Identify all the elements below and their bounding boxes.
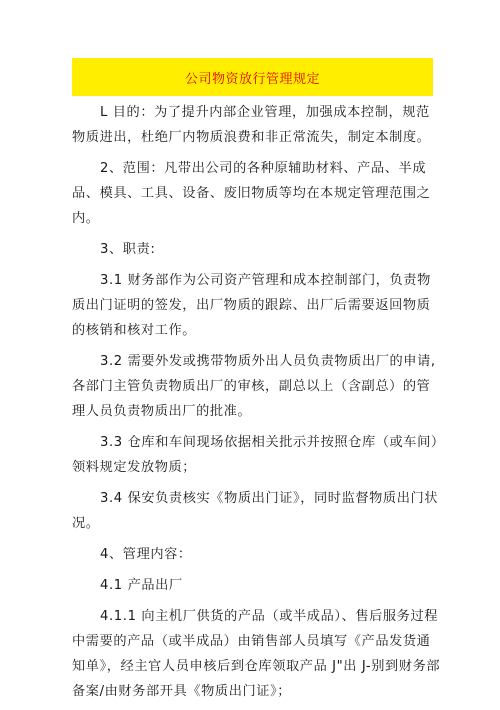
- title-banner: [72, 58, 433, 96]
- paragraph-3-3: 3.3 仓库和车间现场依据相关批示并按照仓库（或车间）领料规定发放物质；: [72, 435, 439, 475]
- document-body: [72, 100, 442, 710]
- paragraph-3-1: 3.1 财务部作为公司资产管理和成本控制部门，负责物质出门证明的签发，出厂物质的跟踪、出厂后需要返回物质的核销和核对工作。: [72, 273, 431, 338]
- paragraph-scope: 2、范围：凡带出公司的各种原辅助材料、产品、半成品、模具、工具、设备、废旧物质等均在本规定管理范围之内。: [72, 161, 431, 226]
- document-title: 公司物资放行管理规定: [184, 71, 320, 87]
- paragraph-3-2: 3.2 需要外发或携带物质外出人员负责物质出厂的申请,各部门主管负责物质出厂的审核，副总以上（含副总）的管理人员负责物质出厂的批准。: [72, 354, 436, 419]
- paragraph-4-1: 4.1 产品出厂: [100, 578, 183, 593]
- paragraph-responsibilities-heading: 3、职责:: [100, 242, 156, 257]
- paragraph-3-4: 3.4 保安负责核实《物质出门证》，同时监督物质出门状况。: [72, 491, 439, 531]
- paragraph-purpose: L 目的：为了提升内部企业管理，加强成本控制，规范物质进出，杜绝厂内物质浪费和非正常流失，制定本制度。: [72, 105, 431, 145]
- paragraph-4-1-1: 4.1.1 向主机厂供货的产品（或半成品）、售后服务过程中需要的产品（或半成品）由销售部人员填写《产品发货通知单》，经主官人员申核后到仓库领取产品 J"出 J-别到财务部备案/由财务部开具《物质出门证》；: [72, 609, 441, 699]
- paragraph-management-heading: 4、管理内容：: [100, 547, 192, 562]
